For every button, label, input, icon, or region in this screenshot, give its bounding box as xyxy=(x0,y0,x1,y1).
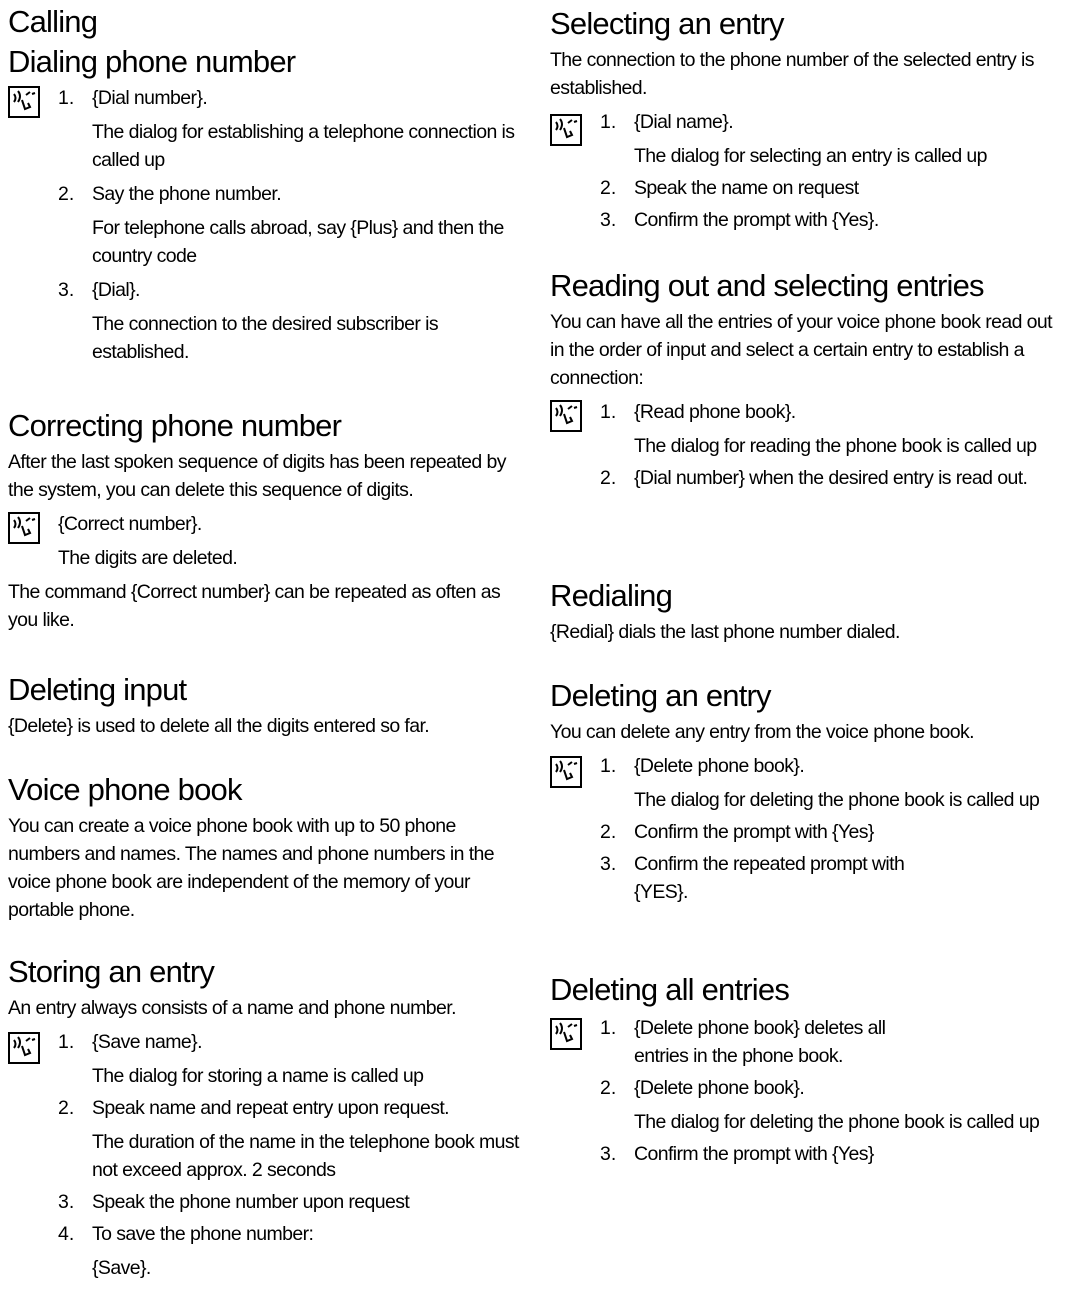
heading-storing: Storing an entry xyxy=(8,954,215,989)
heading-correcting: Correcting phone number xyxy=(8,408,342,443)
step-text: {Delete phone book}. xyxy=(634,755,805,777)
step-number: 1. xyxy=(600,111,617,133)
step xyxy=(8,1094,520,1184)
step-number: 1. xyxy=(58,87,75,109)
section-correcting xyxy=(8,408,520,634)
step-result: The dialog for deleting the phone book is called up xyxy=(634,1111,1040,1133)
heading-deleting-entry: Deleting an entry xyxy=(550,678,771,713)
step xyxy=(550,398,1062,460)
step-text: {Delete phone book} deletes all entries in the phone book. xyxy=(634,1017,886,1067)
section-deleting-all xyxy=(550,972,1062,1168)
step-result: For telephone calls abroad, say {Plus} and then the country code xyxy=(92,217,504,267)
heading-redialing: Redialing xyxy=(550,578,673,613)
step xyxy=(550,174,1062,202)
step-text: {Dial name}. xyxy=(634,111,734,133)
step-number: 3. xyxy=(58,1191,75,1213)
section-deleting-input xyxy=(8,672,520,740)
step-text: {Read phone book}. xyxy=(634,401,796,423)
step-number: 1. xyxy=(600,401,617,423)
step xyxy=(550,206,1062,234)
storing-intro: An entry always consists of a name and phone number. xyxy=(8,997,456,1019)
correcting-intro: After the last spoken sequence of digits has been repeated by the system, you can delete this sequence of digits. xyxy=(8,451,506,501)
step-text: Confirm the prompt with {Yes} xyxy=(634,1143,874,1165)
correct-result: The digits are deleted. xyxy=(58,547,238,569)
step-result: The connection to the desired subscriber is established. xyxy=(92,313,438,363)
step-text: To save the phone number: xyxy=(92,1223,314,1245)
step-result: The dialog for deleting the phone book is called up xyxy=(634,789,1040,811)
step-number: 3. xyxy=(600,1143,617,1165)
step xyxy=(550,1014,1062,1070)
heading-deleting-all: Deleting all entries xyxy=(550,972,790,1007)
step-number: 3. xyxy=(58,279,75,301)
step-number: 2. xyxy=(600,177,617,199)
step-number: 2. xyxy=(600,467,617,489)
step-text: {Save name}. xyxy=(92,1031,202,1053)
step-result: The dialog for reading the phone book is called up xyxy=(634,435,1037,457)
step xyxy=(8,180,520,270)
section-reading xyxy=(550,268,1062,492)
step xyxy=(550,752,1062,814)
reading-intro: You can have all the entries of your voice phone book read out in the order of input and select a certain entry to establish a connection: xyxy=(550,311,1052,389)
step xyxy=(8,1220,520,1282)
step-result: The dialog for storing a name is called up xyxy=(92,1065,424,1087)
step-number: 3. xyxy=(600,853,617,875)
heading-reading: Reading out and selecting entries xyxy=(550,268,984,303)
step xyxy=(550,1074,1062,1136)
step-text: {Dial}. xyxy=(92,279,140,301)
step xyxy=(550,464,1062,492)
section-redialing xyxy=(550,578,1062,646)
command-block xyxy=(8,510,520,572)
correcting-note: The command {Correct number} can be repeated as often as you like. xyxy=(8,581,501,631)
step xyxy=(8,1028,520,1090)
step-number: 2. xyxy=(600,821,617,843)
step-result: The duration of the name in the telephone book must not exceed approx. 2 seconds xyxy=(92,1131,519,1181)
selecting-intro: The connection to the phone number of the selected entry is established. xyxy=(550,49,1034,99)
step-text: Confirm the prompt with {Yes}. xyxy=(634,209,879,231)
step-text: Say the phone number. xyxy=(92,183,282,205)
step-number: 2. xyxy=(58,183,75,205)
step-result: {Save}. xyxy=(92,1257,151,1279)
step-result: The dialog for selecting an entry is called up xyxy=(634,145,987,167)
step-text: Confirm the repeated prompt with {YES}. xyxy=(634,853,905,903)
step xyxy=(550,818,1062,846)
step-number: 2. xyxy=(58,1097,75,1119)
step xyxy=(550,850,1062,906)
step-text: {Dial number}. xyxy=(92,87,208,109)
section-voice-book xyxy=(8,772,520,924)
step-text: {Delete phone book}. xyxy=(634,1077,805,1099)
step-text: Speak the name on request xyxy=(634,177,859,199)
heading-selecting: Selecting an entry xyxy=(550,6,784,41)
step-number: 1. xyxy=(600,755,617,777)
section-dialing xyxy=(8,44,520,366)
voice-command-icon xyxy=(8,512,40,544)
step xyxy=(550,1140,1062,1168)
section-selecting xyxy=(550,6,1062,234)
step-number: 4. xyxy=(58,1223,75,1245)
deleting-entry-intro: You can delete any entry from the voice phone book. xyxy=(550,721,974,743)
step-result: The dialog for establishing a telephone connection is called up xyxy=(92,121,515,171)
section-title-calling: Calling xyxy=(8,4,98,39)
step-text: {Dial number} when the desired entry is read out. xyxy=(634,467,1028,489)
step-number: 1. xyxy=(600,1017,617,1039)
step-text: Speak name and repeat entry upon request. xyxy=(92,1097,449,1119)
step-text: Speak the phone number upon request xyxy=(92,1191,410,1213)
step-number: 1. xyxy=(58,1031,75,1053)
step xyxy=(8,276,520,366)
heading-voice-book: Voice phone book xyxy=(8,772,242,807)
voice-book-text: You can create a voice phone book with up to 50 phone numbers and names. The names and phone numbers in the voice phone book are independent of the memory of your portable phone. xyxy=(8,815,494,921)
heading-deleting-input: Deleting input xyxy=(8,672,187,707)
step-number: 3. xyxy=(600,209,617,231)
step xyxy=(8,84,520,174)
step-text: Confirm the prompt with {Yes} xyxy=(634,821,874,843)
redialing-text: {Redial} dials the last phone number dialed. xyxy=(550,621,900,643)
correct-command: {Correct number}. xyxy=(58,513,202,535)
section-deleting-entry xyxy=(550,678,1062,906)
heading-dialing: Dialing phone number xyxy=(8,44,296,79)
step xyxy=(550,108,1062,170)
step-number: 2. xyxy=(600,1077,617,1099)
section-storing xyxy=(8,954,520,1282)
step xyxy=(8,1188,520,1216)
deleting-input-text: {Delete} is used to delete all the digits entered so far. xyxy=(8,715,430,737)
